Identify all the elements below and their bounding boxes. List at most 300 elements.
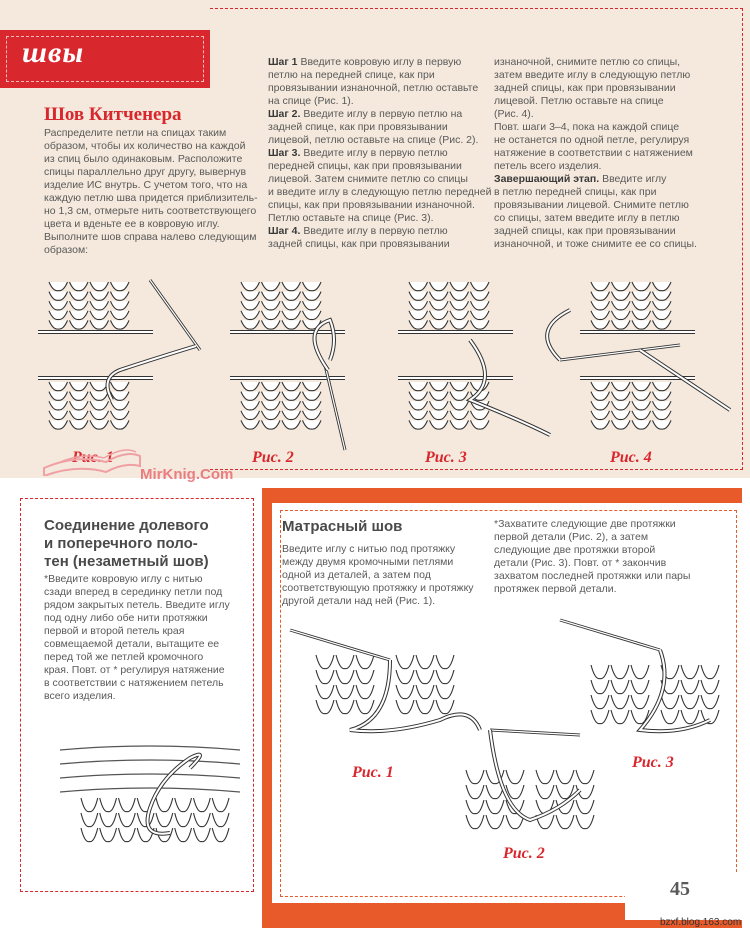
knit-stitch [466,800,484,814]
step-line [268,212,493,225]
knit-stitch [632,311,651,320]
knit-stitch [591,292,610,301]
step-line [494,134,724,147]
knit-stitch [409,301,428,310]
knit-stitch [409,392,428,401]
knit-stitch [356,685,374,699]
knit-stitch [49,401,68,410]
mattress-line: детали (Рис. 3). Повт. от * закончив [494,557,667,569]
knit-stitch [282,311,301,320]
step-line [494,199,724,212]
step-text: Введите иглу в первую петлю [303,147,448,159]
knit-stitch [471,292,490,301]
step-line [494,56,724,69]
step-line [268,173,493,186]
intro-line: каждую петлю шва придется приблизитель- [44,192,258,204]
joining-title [44,517,249,571]
knit-stitch [430,382,449,391]
knit-stitch [632,292,651,301]
step-line [268,56,493,69]
knit-stitch [612,411,631,420]
step-label: Шаг 4. [268,225,301,237]
mattress-caption-3: Рис. 3 [632,754,674,771]
knit-stitch [49,301,68,310]
section-title: швы [22,36,85,69]
step-text: Введите ковровую иглу в первую [300,56,462,68]
knit-stitch [409,420,428,429]
mattress-line: между двумя кромочными петлями [282,556,454,568]
knit-stitch [591,710,609,724]
knit-stitch [591,311,610,320]
knit-stitch [591,665,609,679]
joining-text [44,573,249,703]
knit-stitch [336,670,354,684]
joining-figure [60,738,240,848]
knit-stitch [409,382,428,391]
step-text: провязывании изнаночной, петлю оставьте [268,82,479,94]
knit-stitch [175,828,192,842]
mattress-line: соответствующую протяжку и протяжку [282,582,474,594]
knit-stitch [430,292,449,301]
knit-stitch [591,680,609,694]
knit-stitch [653,320,672,329]
knit-stitch [396,670,414,684]
knit-stitch [556,770,574,784]
knit-stitch [262,301,281,310]
step-text: (Рис. 4). [494,108,534,120]
step-line [268,108,493,121]
knit-stitch [194,828,211,842]
knit-stitch [70,401,89,410]
knit-stitch [591,382,610,391]
joining-text-line: под одну либо обе нити протяжки [44,612,208,624]
knit-stitch [430,392,449,401]
knit-stitch [282,282,301,291]
knit-stitch [241,320,260,329]
kitchener-caption-3: Рис. 3 [425,449,467,466]
knit-stitch [506,770,524,784]
step-text: задней спицы, как при провязывании [494,82,676,94]
knit-stitch [100,828,117,842]
knit-stitch [653,411,672,420]
step-line [494,238,724,251]
knit-stitch [303,411,322,420]
step-text: Введите иглу в первую петлю на [303,108,463,120]
kitchener-caption-4: Рис. 4 [610,449,652,466]
knit-stitch [701,665,719,679]
knit-stitch [409,401,428,410]
step-text: натяжение в соответствии с натяжением [494,147,693,159]
mattress-line: первой детали (Рис. 2), а затем [494,531,649,543]
knit-stitch [49,311,68,320]
knit-stitch [336,685,354,699]
step-text: со спицы, затем введите иглу в петлю [494,212,680,224]
knit-stitch [471,282,490,291]
step-text: изнаночной, снимите петлю со спицы, [494,56,681,68]
kitchener-caption-1: Рис. 1 [72,449,114,466]
step-line [494,212,724,225]
knit-stitch [450,401,469,410]
knit-stitch [430,420,449,429]
book-watermark-icon [36,436,156,476]
knit-stitch [81,828,98,842]
knit-stitch [430,411,449,420]
knit-stitch [471,320,490,329]
intro-line: Распределите петли на спицах таким [44,127,227,139]
knit-stitch [194,813,211,827]
knit-stitch [70,392,89,401]
joining-text-line: рядом закрытых петель. Введите иглу [44,599,230,611]
knit-stitch [241,311,260,320]
step-line [268,238,493,251]
mattress-line: *Захватите следующие две протяжки [494,518,676,530]
step-text: петлю на передней спице, как при [268,69,435,81]
knit-stitch [241,301,260,310]
knit-stitch [681,695,699,709]
knit-stitch [466,770,484,784]
knit-stitch [612,320,631,329]
mattress-line: протяжек первой детали. [494,583,617,595]
knit-stitch [409,292,428,301]
knit-stitch [282,411,301,420]
knit-stitch [416,670,434,684]
knit-stitch [49,411,68,420]
mattress-title: Матрасный шов [282,518,403,535]
knit-stitch [262,392,281,401]
step-text: лицевой. Затем снимите петлю со спицы [268,173,468,185]
knit-stitch [632,401,651,410]
knit-stitch [156,798,173,812]
step-line [268,95,493,108]
knit-stitch [90,401,109,410]
knit-stitch [111,320,130,329]
step-line [494,108,724,121]
step-text: Введите иглу [602,173,667,185]
knit-stitch [70,420,89,429]
knit-stitch [430,401,449,410]
step-line [268,160,493,173]
knit-stitch [111,411,130,420]
knit-stitch [436,685,454,699]
knit-stitch [653,382,672,391]
knit-stitch [241,401,260,410]
knit-stitch [241,282,260,291]
knit-stitch [49,320,68,329]
knit-stitch [100,813,117,827]
kitchener-intro [44,127,259,257]
tapestry-needle-shape [560,620,660,650]
knit-stitch [49,392,68,401]
knit-stitch [632,411,651,420]
knit-stitch [631,680,649,694]
knit-stitch [212,798,229,812]
knit-stitch [653,282,672,291]
knit-stitch [632,282,651,291]
knit-stitch [212,813,229,827]
knit-stitch [241,420,260,429]
knit-stitch [471,420,490,429]
yarn-shape [148,755,201,834]
knit-stitch [282,382,301,391]
knit-stitch [591,392,610,401]
knit-stitch [156,813,173,827]
step-line [494,69,724,82]
knit-stitch [416,700,434,714]
knit-stitch [701,680,719,694]
knit-stitch [681,680,699,694]
knit-stitch [612,311,631,320]
knit-stitch [70,411,89,420]
knit-stitch [303,282,322,291]
mattress-line: следующие две протяжки второй [494,544,656,556]
knit-stitch [591,695,609,709]
step-line [494,173,724,186]
fabric-row [60,760,240,764]
knit-stitch [90,282,109,291]
knit-stitch [612,392,631,401]
knit-stitch [653,401,672,410]
step-line [268,134,493,147]
knit-stitch [631,695,649,709]
knit-stitch [119,828,136,842]
knit-stitch [81,798,98,812]
step-text: петель всего изделия. [494,160,602,172]
knit-stitch [681,710,699,724]
knit-stitch [591,420,610,429]
knit-stitch [70,320,89,329]
knit-stitch [416,685,434,699]
knit-stitch [611,710,629,724]
step-line [268,69,493,82]
knit-stitch [316,700,334,714]
knit-stitch [303,292,322,301]
knit-stitch [450,392,469,401]
step-line [494,121,724,134]
knit-stitch [436,670,454,684]
step-text: на спице (Рис. 1). [268,95,354,107]
knit-stitch [430,320,449,329]
step-line [494,95,724,108]
knit-stitch [681,665,699,679]
knit-stitch [611,665,629,679]
step-text: Повт. шаги 3–4, пока на каждой спице [494,121,680,133]
knit-stitch [303,420,322,429]
step-text: задней спице, как при провязывании [268,121,448,133]
knit-stitch [632,392,651,401]
knit-stitch [70,292,89,301]
knit-stitch [409,411,428,420]
knit-stitch [111,401,130,410]
knit-stitch [90,420,109,429]
knit-stitch [611,695,629,709]
joining-text-line: перед той же петлей кромочного [44,651,204,663]
knit-stitch [486,800,504,814]
intro-line: спицы параллельно друг другу, вывернув [44,166,247,178]
joining-text-line: края. Повт. от * регулируя натяжение [44,664,225,676]
intro-line: изделие ИС внутрь. С учетом того, что на [44,179,248,191]
intro-line: но 1,3 см, отмерьте нить соответствующего [44,205,257,217]
mattress-caption-2: Рис. 2 [503,845,545,862]
step-line [494,186,724,199]
step-line [494,160,724,173]
joining-text-line: всего изделия. [44,690,116,702]
knit-stitch [70,282,89,291]
step-text: в петлю передней спицы, как при [494,186,657,198]
step-line [268,82,493,95]
knit-stitch [450,301,469,310]
knit-stitch [111,282,130,291]
knit-stitch [632,301,651,310]
knit-stitch [450,292,469,301]
knit-stitch [241,392,260,401]
knit-stitch [356,655,374,669]
joining-text-line: совмещаемой детали, вытащите ее [44,638,220,650]
knit-stitch [450,282,469,291]
knit-stitch [450,420,469,429]
knit-stitch [436,700,454,714]
knit-stitch [631,665,649,679]
knit-stitch [70,382,89,391]
knit-stitch [194,798,211,812]
step-text: задней спицы, как при провязывании [494,225,676,237]
knit-stitch [303,392,322,401]
knit-stitch [356,700,374,714]
knit-stitch [316,670,334,684]
knit-stitch [111,311,130,320]
tapestry-needle-shape [150,280,200,350]
knit-stitch [396,655,414,669]
knit-stitch [49,292,68,301]
knit-stitch [90,392,109,401]
joining-text-line: первой и второй петель края [44,625,185,637]
knit-stitch [90,411,109,420]
tapestry-needle-shape [490,730,580,735]
step-text: Введите иглу в первую петлю [303,225,448,237]
knit-stitch [409,311,428,320]
knit-stitch [336,655,354,669]
knit-stitch [486,815,504,829]
step-text: передней спицы, как при провязывании [268,160,462,172]
knit-stitch [49,282,68,291]
knit-stitch [661,710,679,724]
knit-stitch [576,815,594,829]
knit-stitch [576,770,594,784]
kitchener-steps-col2 [268,56,493,251]
tapestry-needle-shape [560,345,680,360]
knit-stitch [416,655,434,669]
joining-title-line: тен (незаметный шов) [44,553,209,570]
step-text: задней спицы, как при провязывании [268,238,450,250]
fabric-row [60,774,240,778]
knit-stitch [282,401,301,410]
fabric-row [60,788,240,792]
step-line [268,199,493,212]
mattress-text-col1 [282,543,492,608]
page-number: 45 [670,878,690,900]
knit-stitch [90,320,109,329]
knit-stitch [591,411,610,420]
knit-stitch [90,301,109,310]
knit-stitch [282,420,301,429]
knit-stitch [90,311,109,320]
knit-stitch [450,311,469,320]
joining-text-line: сзади вперед в серединку петли под [44,586,223,598]
knit-stitch [450,382,469,391]
joining-title-line: и поперечного поло- [44,535,198,552]
step-label: Шаг 2. [268,108,301,120]
knit-stitch [175,813,192,827]
knit-stitch [262,320,281,329]
kitchener-caption-2: Рис. 2 [252,449,294,466]
step-text: и введите иглу в следующую петлю передней [268,186,492,198]
knit-stitch [90,292,109,301]
mattress-line: Введите иглу с нитью под протяжку [282,543,456,555]
knit-stitch [632,420,651,429]
knit-stitch [430,282,449,291]
mattress-line: одной из деталей, а затем под [282,569,431,581]
knit-stitch [632,382,651,391]
knit-stitch [576,800,594,814]
knit-stitch [612,292,631,301]
knit-stitch [653,420,672,429]
knit-stitch [466,785,484,799]
knit-stitch [430,301,449,310]
knit-stitch [303,301,322,310]
knit-stitch [262,282,281,291]
knit-stitch [471,411,490,420]
knit-stitch [471,311,490,320]
knit-stitch [396,685,414,699]
step-text: Петлю оставьте на спице (Рис. 3). [268,212,434,224]
step-text: лицевой, петлю оставьте на спице (Рис. 2). [268,134,479,146]
mattress-line: захватом последней протяжки или пары [494,570,691,582]
knit-stitch [282,320,301,329]
knit-stitch [632,320,651,329]
knit-stitch [409,320,428,329]
knit-stitch [336,700,354,714]
knit-stitch [661,695,679,709]
knit-stitch [591,282,610,291]
step-line [268,147,493,160]
step-label: Шаг 1 [268,56,298,68]
knit-stitch [241,411,260,420]
knit-stitch [119,813,136,827]
knit-stitch [316,685,334,699]
knit-stitch [262,411,281,420]
mattress-line: другой детали над ней (Рис. 1). [282,595,436,607]
mattress-caption-1: Рис. 1 [352,764,394,781]
step-text: спицы, как при провязывании изнаночной. [268,199,475,211]
knit-stitch [409,282,428,291]
step-line [268,186,493,199]
knit-stitch [612,282,631,291]
intro-line: Выполните шов справа налево следующим [44,231,257,243]
knit-stitch [81,813,98,827]
step-line [268,121,493,134]
step-label: Шаг 3. [268,147,301,159]
knit-stitch [653,292,672,301]
kitchener-title: Шов Китченера [44,104,182,125]
knit-stitch [262,420,281,429]
knit-stitch [466,815,484,829]
knit-stitch [262,311,281,320]
knit-stitch [111,420,130,429]
mattress-text-col2 [494,518,724,596]
knit-stitch [653,301,672,310]
knit-stitch [612,382,631,391]
joining-title-line: Соединение долевого [44,517,209,534]
step-line [268,225,493,238]
